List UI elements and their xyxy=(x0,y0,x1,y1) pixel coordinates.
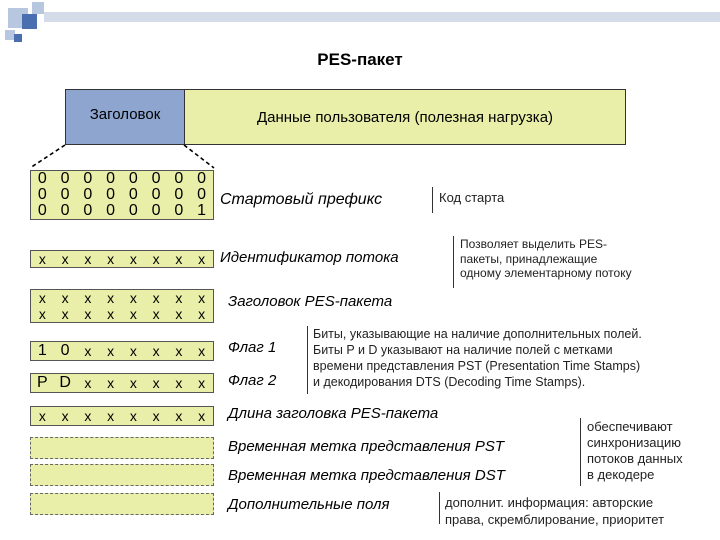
bit-row xyxy=(31,290,213,306)
bit: x xyxy=(129,343,137,359)
bit: 0 xyxy=(37,202,47,219)
bit: x xyxy=(84,408,92,424)
bit: x xyxy=(84,290,92,306)
start-prefix-label: Стартовый префикс xyxy=(220,191,383,208)
bit: 0 xyxy=(174,202,184,219)
bit: x xyxy=(129,290,137,306)
note-line: одному элементарному потоку xyxy=(460,266,632,280)
bit: x xyxy=(107,306,115,322)
sync-bracket xyxy=(580,418,581,486)
flags1-bits xyxy=(30,341,214,361)
bit: 0 xyxy=(151,186,161,203)
bit: x xyxy=(198,290,206,306)
bit: x xyxy=(107,408,115,424)
bit: x xyxy=(107,375,115,391)
start-code-bracket xyxy=(432,187,433,213)
pes-header-bits xyxy=(30,289,214,323)
flags2-bits xyxy=(30,373,214,393)
flags-note xyxy=(313,326,642,390)
bit: 0 xyxy=(128,170,138,187)
bit: x xyxy=(175,408,183,424)
bit: 0 xyxy=(106,202,116,219)
note-line: Позволяет выделить PES- xyxy=(460,237,607,251)
bit: 0 xyxy=(60,186,70,203)
note-line: Биты P и D указывают на наличие полей с метками xyxy=(313,343,613,357)
note-line: времени представления PST (Presentation Time Stamps) xyxy=(313,359,641,373)
sync-note xyxy=(587,419,683,483)
bit: 0 xyxy=(197,186,207,203)
bit: x xyxy=(84,251,92,267)
note-line: потоков данных xyxy=(587,451,683,466)
bit: x xyxy=(61,408,69,424)
note-line: пакеты, принадлежащие xyxy=(460,251,598,266)
bit: 0 xyxy=(60,342,70,359)
bit: 0 xyxy=(83,186,93,203)
stream-id-bracket xyxy=(453,236,454,288)
pes-header-label: Заголовок PES-пакета xyxy=(228,293,393,310)
bit-row xyxy=(31,306,213,322)
stream-id-note xyxy=(460,237,632,281)
bit: 0 xyxy=(174,170,184,187)
pst-label: Временная метка представления PST xyxy=(228,438,505,455)
dst-label: Временная метка представления DST xyxy=(228,467,505,484)
bit: x xyxy=(107,251,115,267)
bit: 1 xyxy=(37,342,47,359)
bit: x xyxy=(61,251,69,267)
bit: 0 xyxy=(174,186,184,203)
bit: x xyxy=(107,290,115,306)
bit: x xyxy=(198,375,206,391)
dst-field xyxy=(30,464,214,486)
bit: x xyxy=(129,408,137,424)
bit: 0 xyxy=(60,170,70,187)
stream-id-bits xyxy=(30,250,214,268)
note-line: синхронизацию xyxy=(587,435,681,450)
bit: x xyxy=(129,251,137,267)
bit: x xyxy=(152,251,160,267)
bit: x xyxy=(198,343,206,359)
bit: x xyxy=(198,251,206,267)
bit: 0 xyxy=(128,186,138,203)
bit: x xyxy=(107,343,115,359)
bit: x xyxy=(152,375,160,391)
header-box-label: Заголовок xyxy=(89,106,161,123)
bit: x xyxy=(175,306,183,322)
bit: P xyxy=(37,374,48,391)
bit-row xyxy=(31,203,213,219)
bit: 0 xyxy=(128,202,138,219)
bit: x xyxy=(152,408,160,424)
bit: x xyxy=(38,306,46,322)
start-prefix-bits xyxy=(30,170,214,220)
note-line: права, скремблирование, приоритет xyxy=(445,512,665,527)
bit: x xyxy=(175,343,183,359)
bit: 0 xyxy=(197,170,207,187)
stream-id-label: Идентификатор потока xyxy=(220,249,399,266)
bit: 0 xyxy=(60,202,70,219)
extra-bracket xyxy=(439,492,440,524)
bit: x xyxy=(84,343,92,359)
bit-row xyxy=(31,187,213,203)
flag1-label: Флаг 1 xyxy=(228,339,277,356)
bit: 0 xyxy=(151,170,161,187)
extra-field xyxy=(30,493,214,515)
bit: 0 xyxy=(106,170,116,187)
note-line: Биты, указывающие на наличие дополнительных полей. xyxy=(313,327,642,341)
bit: 0 xyxy=(37,186,47,203)
bit: x xyxy=(84,306,92,322)
bit-row xyxy=(31,171,213,187)
header-length-bits xyxy=(30,406,214,426)
bit: D xyxy=(59,374,71,391)
bit-row xyxy=(31,251,213,267)
bit: x xyxy=(198,408,206,424)
bit: x xyxy=(175,375,183,391)
bit: 0 xyxy=(151,202,161,219)
extra-label: Дополнительные поля xyxy=(228,496,390,513)
note-line: и декодирования DTS (Decoding Time Stamps). xyxy=(313,375,586,389)
bit-row xyxy=(31,374,213,392)
extra-note xyxy=(445,494,664,528)
header-length-label: Длина заголовка PES-пакета xyxy=(228,405,439,422)
bit: x xyxy=(152,290,160,306)
bit: x xyxy=(61,290,69,306)
bit: x xyxy=(198,306,206,322)
bit: 1 xyxy=(197,202,207,219)
bit: x xyxy=(84,375,92,391)
note-line: обеспечивают xyxy=(587,419,673,434)
bit-row xyxy=(31,342,213,360)
payload-box-label: Данные пользователя (полезная нагрузка) xyxy=(256,108,554,126)
note-line: в декодере xyxy=(587,467,655,482)
bit: x xyxy=(38,408,46,424)
flags-bracket xyxy=(307,326,308,394)
bit: x xyxy=(129,375,137,391)
bit: x xyxy=(38,251,46,267)
note-line: дополнит. информация: авторские xyxy=(445,495,654,510)
diagram-title: PES-пакет xyxy=(317,50,403,69)
bit: 0 xyxy=(83,202,93,219)
bit: x xyxy=(61,306,69,322)
pst-field xyxy=(30,437,214,459)
bit: 0 xyxy=(106,186,116,203)
flag2-label: Флаг 2 xyxy=(228,372,277,389)
bit: x xyxy=(152,343,160,359)
bit: 0 xyxy=(83,170,93,187)
start-code-note: Код старта xyxy=(439,190,505,205)
bit: 0 xyxy=(37,170,47,187)
bit-row xyxy=(31,407,213,425)
bit: x xyxy=(152,306,160,322)
bit: x xyxy=(38,290,46,306)
bit: x xyxy=(175,251,183,267)
bit: x xyxy=(175,290,183,306)
bit: x xyxy=(129,306,137,322)
